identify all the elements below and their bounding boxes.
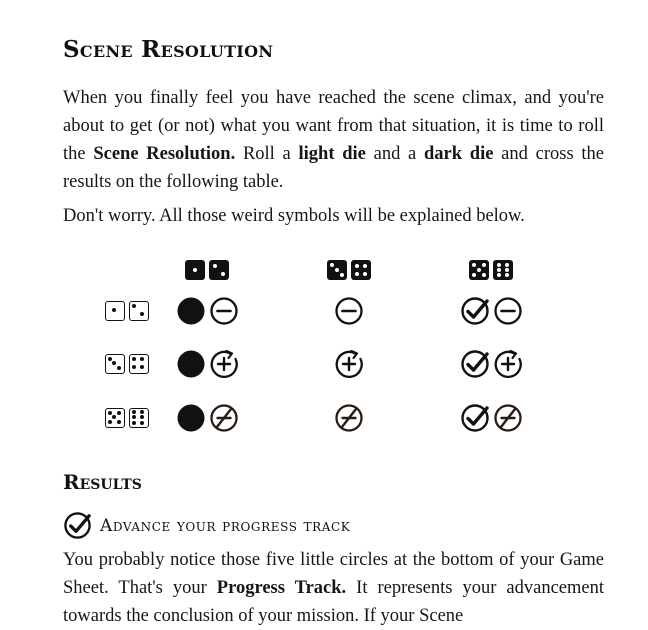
die-pip [108,357,112,361]
die-pip [505,263,509,267]
die-pip [193,268,197,272]
die-pip [112,415,116,419]
results-heading: Results [63,470,142,494]
die-pip [505,273,509,277]
die-pip [132,357,136,361]
light-die-2 [129,301,149,321]
intro-text: and cross the results on the following table. [63,144,604,192]
circle-slash-icon [334,403,364,433]
die-pip [482,263,486,267]
die-pip [117,420,121,424]
die-pip [112,308,116,312]
progress-track-paragraph [63,546,604,630]
dark-die-2 [209,260,229,280]
dark-dice-header-3-4 [327,260,371,280]
circle-slash-icon [209,403,239,433]
die-pip [355,272,359,276]
die-pip [140,357,144,361]
light-die-4 [129,354,149,374]
light-die-5 [105,408,125,428]
note-paragraph: Don't worry. All those weird symbols will be explained below. [63,206,525,226]
progress-text: It represents your advancement towards the conclusion of your mission. If your Scene [63,578,604,626]
light-die-1 [105,301,125,321]
result-cell [460,296,523,326]
result-cell [176,349,239,379]
result-cell [460,349,523,379]
circle-plus-icon [209,349,239,379]
die-pip [355,264,359,268]
die-pip [112,361,116,365]
result-cell [176,403,239,433]
circle-minus-icon [209,296,239,326]
die-pip [108,420,112,424]
die-pip [497,268,501,272]
intro-text: Roll a [235,144,299,164]
result-cell [334,403,364,433]
light-dice-row-5-6 [105,408,149,428]
die-pip [482,273,486,277]
dark-die-3 [327,260,347,280]
dark-die-term: dark die [424,144,494,164]
dark-dice-header-5-6 [469,260,513,280]
circle-plus-icon [493,349,523,379]
light-die-6 [129,408,149,428]
dark-die-6 [493,260,513,280]
light-die-term: light die [298,144,366,164]
circle-minus-icon [334,296,364,326]
die-pip [132,410,136,414]
light-dice-row-1-2 [105,301,149,321]
black-circle-icon [176,349,206,379]
die-pip [497,273,501,277]
die-pip [363,264,367,268]
result-cell [460,403,523,433]
dark-dice-header-1-2 [185,260,229,280]
die-pip [117,411,121,415]
die-pip [140,365,144,369]
black-circle-icon [176,296,206,326]
die-pip [497,263,501,267]
die-pip [477,268,481,272]
die-pip [330,263,334,267]
result-cell [334,349,364,379]
dark-die-5 [469,260,489,280]
dark-die-4 [351,260,371,280]
die-pip [213,264,217,268]
die-pip [335,268,339,272]
intro-text: and a [365,144,425,164]
die-pip [140,421,144,425]
die-pip [363,272,367,276]
black-circle-icon [176,403,206,433]
section-title: Scene Resolution [63,36,274,63]
advance-progress-heading [63,511,350,540]
progress-text: You probably notice those five little circles at the bottom of your Game Sheet. That's your [63,550,604,598]
die-pip [140,415,144,419]
die-pip [505,268,509,272]
check-circle-icon [460,403,490,433]
light-die-3 [105,354,125,374]
die-pip [221,272,225,276]
result-cell [176,296,239,326]
intro-paragraph [63,84,604,196]
intro-text: When you finally feel you have reached the scene climax, and you're about to get (or not) what you want from that situation, it is time to roll the [63,88,604,164]
circle-minus-icon [493,296,523,326]
die-pip [132,415,136,419]
scene-resolution-term: Scene Resolution. [93,144,236,164]
die-pip [132,365,136,369]
progress-track-term: Progress Track. [216,578,347,598]
result-cell [334,296,364,326]
die-pip [140,410,144,414]
advance-progress-label: Advance your progress track [100,515,351,536]
check-circle-icon [460,296,490,326]
die-pip [340,273,344,277]
die-pip [117,366,121,370]
die-pip [472,273,476,277]
check-circle-icon [460,349,490,379]
light-dice-row-3-4 [105,354,149,374]
die-pip [132,304,136,308]
die-pip [472,263,476,267]
circle-plus-icon [334,349,364,379]
check-circle-icon [63,511,92,540]
die-pip [132,421,136,425]
die-pip [108,411,112,415]
circle-slash-icon [493,403,523,433]
dark-die-1 [185,260,205,280]
die-pip [140,312,144,316]
